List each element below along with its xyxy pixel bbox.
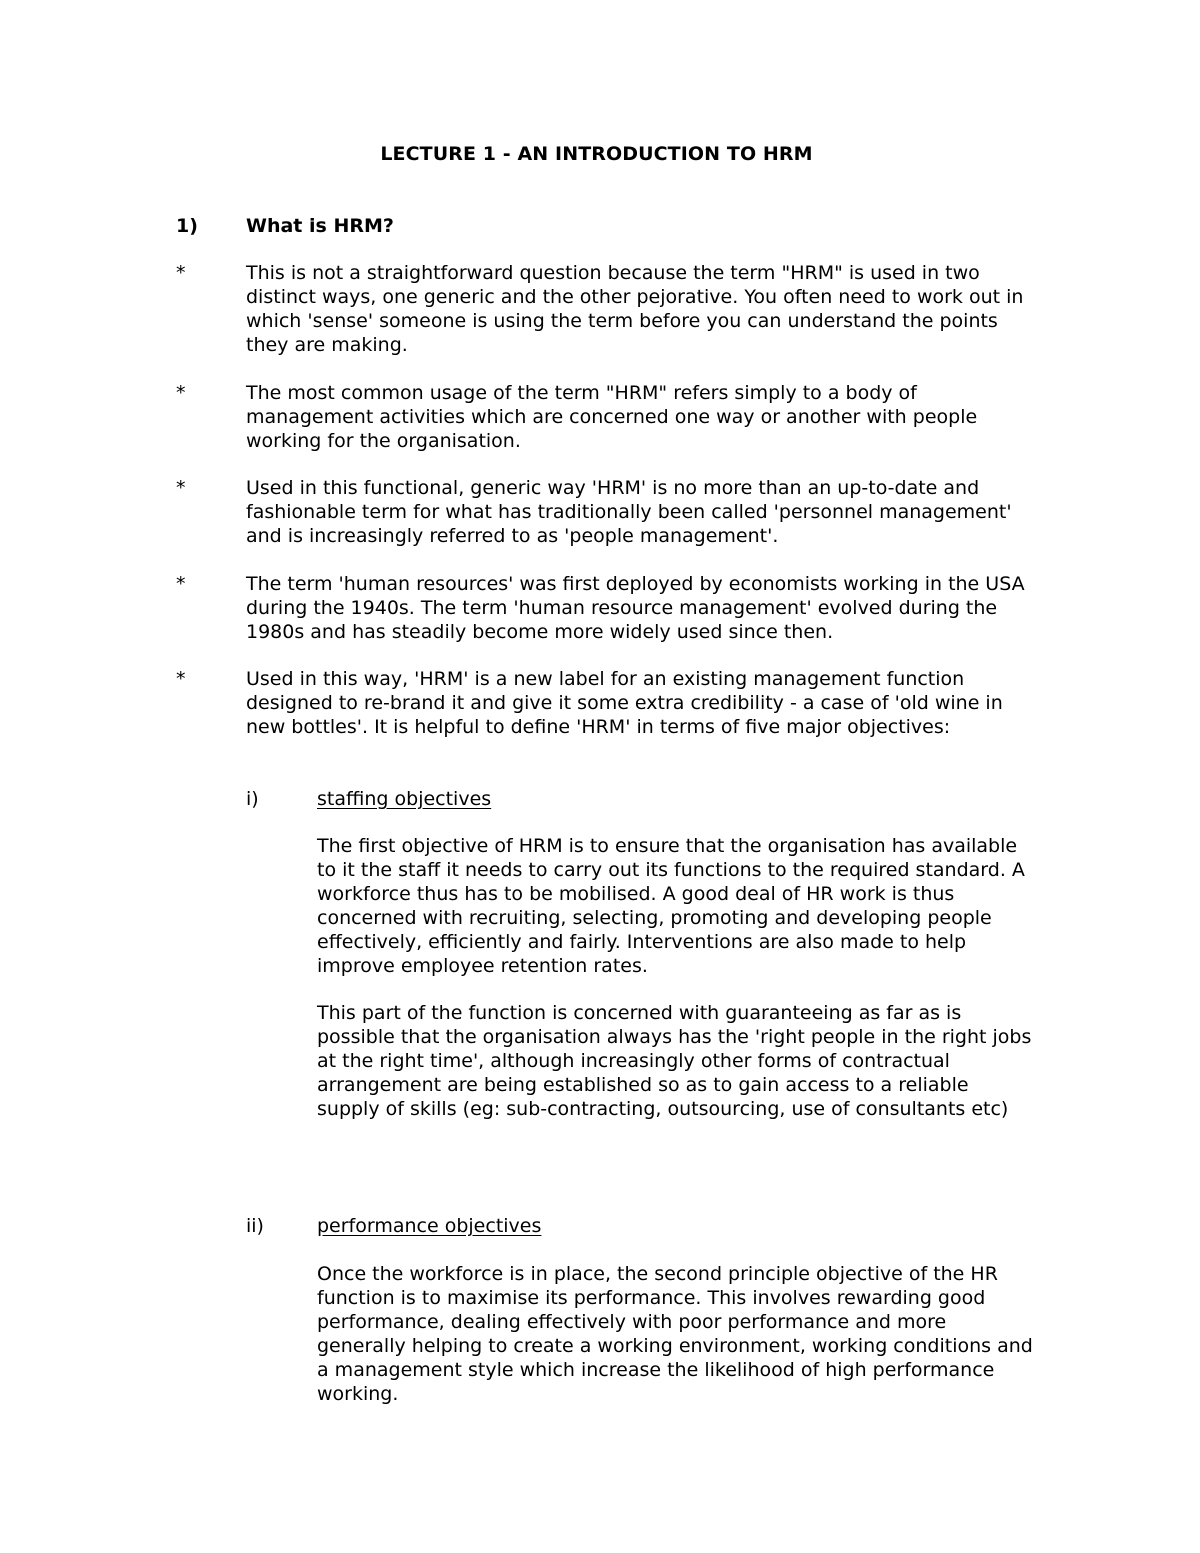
document-title: LECTURE 1 - AN INTRODUCTION TO HRM — [380, 143, 813, 165]
bullet-marker: * — [176, 477, 186, 499]
section-heading: What is HRM? — [246, 215, 394, 237]
objective-paragraph: The first objective of HRM is to ensure that the organisation has available to it the staff it needs to carry out its functions to the required standard. A workforce thus has to be mobilised. A good deal of HR work is thus concerned with recruiting, selecting, promoting and developing people effectively, efficiently and fairly. Interventions are also made to help improve employee retention rates. — [317, 835, 1025, 977]
objective-heading: staffing objectives — [317, 788, 492, 810]
bullet-paragraph: This is not a straightforward question because the term "HRM" is used in two distinct ways, one generic and the other pejorative. You often need to work out in which 'sense' someone is using the term before you can understand the points they are making. — [246, 262, 1024, 356]
objective-number: ii) — [246, 1215, 264, 1237]
section-number: 1) — [176, 215, 198, 237]
bullet-marker: * — [176, 668, 186, 690]
bullet-marker: * — [176, 382, 186, 404]
objective-paragraph: This part of the function is concerned with guaranteeing as far as is possible that the organisation always has the 'right people in the right jobs at the right time', although increasingly other forms of contractual arrangement are being established so as to gain access to a reliable supply of skills (eg: sub-contracting, outsourcing, use of consultants etc) — [317, 1002, 1032, 1120]
bullet-paragraph: Used in this functional, generic way 'HRM' is no more than an up-to-date and fashionable term for what has traditionally been called 'personnel management' and is increasingly referred to as 'people management'. — [246, 477, 1012, 547]
bullet-paragraph: The term 'human resources' was first deployed by economists working in the USA during the 1940s. The term 'human resource management' evolved during the 1980s and has steadily become more widely used since then. — [246, 573, 1025, 643]
objective-heading: performance objectives — [317, 1215, 542, 1237]
objective-paragraph: Once the workforce is in place, the second principle objective of the HR function is to maximise its performance. This involves rewarding good performance, dealing effectively with poor performance and more generally helping to create a working environment, working conditions and a management style which increase the likelihood of high performance working. — [317, 1263, 1033, 1405]
objective-number: i) — [246, 788, 259, 810]
bullet-paragraph: The most common usage of the term "HRM" refers simply to a body of management activities which are concerned one way or another with people working for the organisation. — [246, 382, 978, 452]
bullet-marker: * — [176, 573, 186, 595]
bullet-paragraph: Used in this way, 'HRM' is a new label for an existing management function designed to re-brand it and give it some extra credibility - a case of 'old wine in new bottles'. It is helpful to define 'HRM' in terms of five major objectives: — [246, 668, 1003, 738]
bullet-marker: * — [176, 262, 186, 284]
